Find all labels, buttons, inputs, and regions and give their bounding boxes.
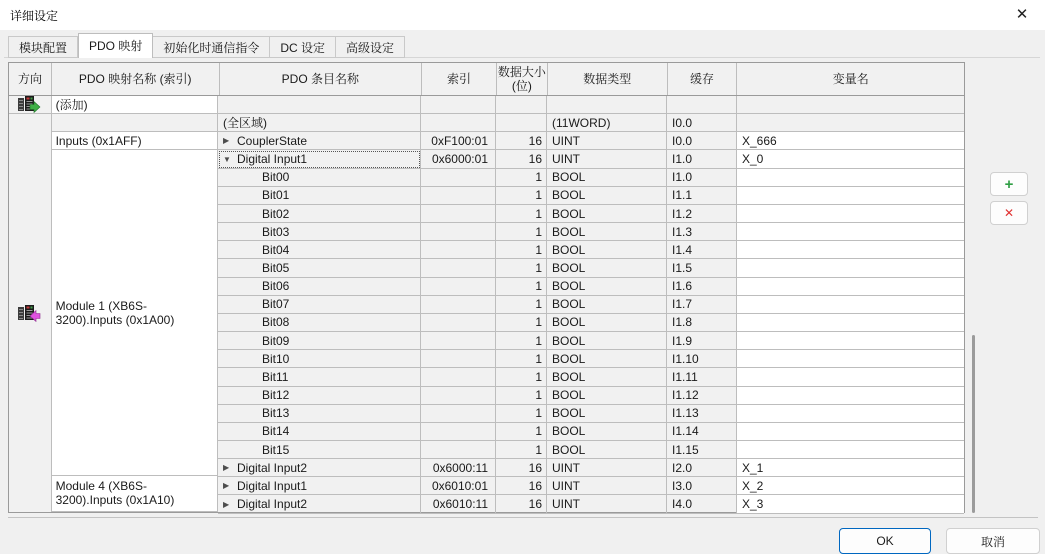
entry-cell[interactable] [218, 132, 421, 150]
data-type-cell: BOOL [547, 223, 667, 241]
data-type-cell: BOOL [547, 241, 667, 259]
table-row [218, 114, 964, 132]
tab-4[interactable]: 高级设定 [336, 36, 405, 58]
data-type-cell: BOOL [547, 169, 667, 187]
data-size-cell: 16 [496, 132, 547, 150]
index-cell [421, 241, 496, 259]
variable-name-cell[interactable] [737, 223, 964, 241]
data-type-cell: UINT [547, 150, 667, 168]
entry-cell[interactable] [218, 477, 421, 495]
header-index: 索引 [422, 63, 497, 95]
table-row [218, 387, 964, 405]
variable-name-cell[interactable] [737, 441, 964, 459]
table-row [218, 150, 964, 168]
entry-cell[interactable] [218, 332, 421, 350]
table-row [218, 441, 964, 459]
data-type-cell: BOOL [547, 205, 667, 223]
index-cell [421, 314, 496, 332]
tab-2[interactable]: 初始化时通信指令 [153, 36, 270, 58]
mapping-cell-2[interactable] [52, 132, 218, 150]
data-type-cell: BOOL [547, 387, 667, 405]
expand-icon[interactable]: ▶ [223, 499, 230, 509]
entry-grid [218, 96, 964, 512]
variable-name-cell[interactable] [737, 296, 964, 314]
variable-name-cell[interactable] [737, 205, 964, 223]
index-cell [421, 278, 496, 296]
data-type-cell: UINT [547, 495, 667, 513]
table-row [218, 350, 964, 368]
variable-name-cell[interactable] [737, 423, 964, 441]
variable-name-cell[interactable]: X_1 [737, 459, 964, 477]
variable-name-cell[interactable] [737, 405, 964, 423]
index-cell [421, 187, 496, 205]
entry-label: Bit07 [262, 297, 290, 312]
table-row [218, 278, 964, 296]
data-size-cell: 1 [496, 296, 547, 314]
buffer-cell: I1.3 [667, 223, 737, 241]
entry-label: Bit12 [262, 388, 290, 403]
buffer-cell: I1.14 [667, 423, 737, 441]
variable-name-cell[interactable] [737, 169, 964, 187]
mapping-cell-label: Module 4 (XB6S-3200).Inputs (0x1A10) [55, 479, 175, 508]
buffer-cell: I1.11 [667, 368, 737, 386]
variable-name-cell[interactable] [737, 368, 964, 386]
table-row [218, 296, 964, 314]
data-size-cell: 1 [496, 205, 547, 223]
data-type-cell: BOOL [547, 423, 667, 441]
variable-name-cell[interactable]: X_2 [737, 477, 964, 495]
buffer-cell: I1.10 [667, 350, 737, 368]
entry-cell[interactable] [218, 350, 421, 368]
add-entry-button[interactable]: + [990, 172, 1028, 196]
mapping-cell-label: (添加) [55, 97, 88, 112]
variable-name-cell[interactable] [737, 314, 964, 332]
entry-label: Bit13 [262, 406, 290, 421]
entry-cell[interactable] [218, 423, 421, 441]
index-cell [421, 223, 496, 241]
entry-cell[interactable] [218, 223, 421, 241]
table-row [218, 96, 964, 114]
entry-cell[interactable] [218, 495, 421, 513]
table-row [218, 132, 964, 150]
header-direction: 方向 [9, 63, 52, 95]
variable-name-cell[interactable] [737, 278, 964, 296]
data-type-cell: UINT [547, 132, 667, 150]
index-cell: 0x6010:11 [421, 495, 496, 513]
mapping-cell-0[interactable] [52, 96, 218, 114]
table-row [218, 259, 964, 277]
data-size-cell: 1 [496, 223, 547, 241]
data-type-cell: BOOL [547, 368, 667, 386]
variable-name-cell[interactable] [737, 332, 964, 350]
entry-label: Bit02 [262, 206, 290, 221]
entry-cell[interactable] [218, 296, 421, 314]
data-size-cell: 1 [496, 332, 547, 350]
table-row [218, 314, 964, 332]
entry-label: Bit14 [262, 424, 290, 439]
index-cell [421, 350, 496, 368]
variable-name-cell[interactable] [737, 187, 964, 205]
index-cell [421, 296, 496, 314]
data-type-cell [547, 96, 667, 114]
module-input-icon [9, 114, 52, 512]
pdo-mapping-table [8, 62, 965, 513]
expand-icon[interactable]: ▶ [223, 463, 230, 473]
buffer-cell: I1.8 [667, 314, 737, 332]
buffer-cell: I1.13 [667, 405, 737, 423]
tab-3[interactable]: DC 设定 [270, 36, 336, 58]
data-type-cell: BOOL [547, 296, 667, 314]
entry-cell[interactable] [218, 169, 421, 187]
data-type-cell: (11WORD) [547, 114, 667, 132]
data-type-cell: BOOL [547, 259, 667, 277]
entry-label: Bit05 [262, 260, 290, 275]
index-cell: 0xF100:01 [421, 132, 496, 150]
index-cell [421, 205, 496, 223]
header-variable-name: 变量名 [737, 63, 964, 95]
mapping-name-column [52, 96, 218, 512]
entry-label: Bit08 [262, 315, 290, 330]
entry-cell[interactable] [218, 459, 421, 477]
buffer-cell: I1.15 [667, 441, 737, 459]
mapping-cell-label: Module 1 (XB6S-3200).Inputs (0x1A00) [55, 298, 175, 327]
tab-bar [8, 36, 405, 58]
entry-label: Bit06 [262, 279, 290, 294]
buffer-cell: I1.1 [667, 187, 737, 205]
data-size-cell: 1 [496, 350, 547, 368]
data-type-cell: BOOL [547, 405, 667, 423]
entry-cell[interactable] [218, 96, 421, 114]
entry-label: Bit03 [262, 224, 290, 239]
expand-icon[interactable]: ▶ [223, 481, 230, 491]
dialog-title: 详细设定 [10, 9, 59, 23]
data-size-cell: 16 [496, 495, 547, 513]
table-row [218, 477, 964, 495]
variable-name-cell[interactable]: X_3 [737, 495, 964, 513]
entry-cell[interactable] [218, 205, 421, 223]
entry-label: Bit00 [262, 170, 290, 185]
data-size-cell [496, 114, 547, 132]
buffer-cell: I1.4 [667, 241, 737, 259]
entry-label: Digital Input1 [237, 152, 308, 167]
variable-name-cell[interactable] [737, 259, 964, 277]
entry-label: Digital Input2 [237, 460, 308, 475]
buffer-cell: I0.0 [667, 132, 737, 150]
table-body [9, 96, 964, 512]
ok-button[interactable]: OK [839, 528, 931, 554]
entry-label: Bit04 [262, 242, 290, 257]
tab-0[interactable]: 模块配置 [8, 36, 78, 58]
table-row [218, 187, 964, 205]
mapping-cell-label: Inputs (0x1AFF) [55, 133, 142, 148]
entry-cell[interactable] [218, 241, 421, 259]
index-cell [421, 387, 496, 405]
table-row [218, 223, 964, 241]
variable-name-cell [737, 114, 964, 132]
data-size-cell: 1 [496, 278, 547, 296]
index-cell [421, 96, 496, 114]
buffer-cell: I3.0 [667, 477, 737, 495]
table-row [218, 205, 964, 223]
data-type-cell: BOOL [547, 350, 667, 368]
buffer-cell: I1.7 [667, 296, 737, 314]
index-cell [421, 368, 496, 386]
index-cell: 0x6010:01 [421, 477, 496, 495]
table-header-row [9, 63, 964, 96]
buffer-cell: I1.9 [667, 332, 737, 350]
table-row [218, 405, 964, 423]
data-type-cell: BOOL [547, 187, 667, 205]
buffer-cell: I1.6 [667, 278, 737, 296]
remove-entry-button[interactable]: ✕ [990, 201, 1028, 225]
index-cell [421, 441, 496, 459]
buffer-cell: I1.0 [667, 169, 737, 187]
direction-column [9, 96, 52, 512]
data-type-cell: UINT [547, 477, 667, 495]
table-row [218, 459, 964, 477]
entry-label: Bit10 [262, 351, 290, 366]
entry-label: CouplerState [237, 133, 308, 148]
entry-label: Bit01 [262, 188, 290, 203]
variable-name-cell[interactable] [737, 241, 964, 259]
header-buffer: 缓存 [668, 63, 738, 95]
data-size-cell: 1 [496, 187, 547, 205]
buffer-cell: I1.0 [667, 150, 737, 168]
entry-cell[interactable] [218, 187, 421, 205]
vertical-scrollbar-thumb[interactable] [972, 335, 975, 513]
entry-cell[interactable] [218, 368, 421, 386]
buffer-cell: I0.0 [667, 114, 737, 132]
data-size-cell: 1 [496, 169, 547, 187]
mapping-cell-1 [52, 114, 218, 132]
entry-label: (全区域) [223, 116, 267, 131]
data-size-cell: 16 [496, 150, 547, 168]
data-size-cell: 16 [496, 477, 547, 495]
table-row [218, 368, 964, 386]
module-add-icon [9, 96, 52, 114]
entry-cell[interactable] [218, 387, 421, 405]
data-size-cell: 1 [496, 405, 547, 423]
buffer-cell: I4.0 [667, 495, 737, 513]
entry-label: Bit11 [262, 369, 289, 384]
variable-name-cell[interactable] [737, 350, 964, 368]
buffer-cell: I1.12 [667, 387, 737, 405]
data-type-cell: BOOL [547, 314, 667, 332]
data-size-cell: 1 [496, 314, 547, 332]
table-row [218, 495, 964, 513]
index-cell [421, 423, 496, 441]
data-size-cell: 1 [496, 423, 547, 441]
index-cell [421, 259, 496, 277]
data-size-cell: 1 [496, 259, 547, 277]
buffer-cell: I1.5 [667, 259, 737, 277]
buffer-cell: I1.2 [667, 205, 737, 223]
footer-separator [8, 517, 1038, 518]
variable-name-cell [737, 96, 964, 114]
mapping-cell-4[interactable] [52, 476, 218, 512]
data-type-cell: BOOL [547, 441, 667, 459]
data-size-cell: 1 [496, 441, 547, 459]
entry-cell[interactable] [218, 259, 421, 277]
index-cell [421, 114, 496, 132]
data-size-cell: 16 [496, 459, 547, 477]
entry-cell[interactable] [218, 150, 421, 168]
entry-cell[interactable] [218, 441, 421, 459]
entry-cell[interactable] [218, 314, 421, 332]
cancel-button[interactable]: 取消 [946, 528, 1040, 554]
entry-label: Bit15 [262, 442, 290, 457]
data-size-cell: 1 [496, 241, 547, 259]
entry-label: Digital Input1 [237, 478, 308, 493]
entry-label: Bit09 [262, 333, 290, 348]
table-row [218, 423, 964, 441]
expand-icon[interactable]: ▶ [223, 136, 230, 146]
entry-cell[interactable] [218, 278, 421, 296]
index-cell [421, 332, 496, 350]
data-type-cell: BOOL [547, 332, 667, 350]
index-cell [421, 169, 496, 187]
header-data-size: 数据大小 (位) [497, 65, 546, 93]
table-row [218, 241, 964, 259]
entry-cell[interactable] [218, 405, 421, 423]
data-type-cell: BOOL [547, 278, 667, 296]
mapping-cell-3[interactable] [52, 150, 218, 476]
entry-cell[interactable] [218, 114, 421, 132]
table-row [218, 332, 964, 350]
data-type-cell: UINT [547, 459, 667, 477]
buffer-cell [667, 96, 737, 114]
variable-name-cell[interactable] [737, 387, 964, 405]
tab-1[interactable]: PDO 映射 [78, 33, 153, 58]
entry-label: Digital Input2 [237, 497, 308, 512]
data-size-cell: 1 [496, 387, 547, 405]
data-size-cell: 1 [496, 368, 547, 386]
data-size-cell [496, 96, 547, 114]
collapse-icon[interactable]: ▼ [223, 154, 231, 164]
variable-name-cell[interactable]: X_0 [737, 150, 964, 168]
header-mapping-name: PDO 映射名称 (索引) [52, 63, 220, 95]
index-cell [421, 405, 496, 423]
header-data-type: 数据类型 [548, 63, 668, 95]
table-row [218, 169, 964, 187]
variable-name-cell[interactable]: X_666 [737, 132, 964, 150]
dialog-titlebar [0, 0, 1045, 30]
buffer-cell: I2.0 [667, 459, 737, 477]
close-icon[interactable]: ✕ [1015, 6, 1029, 23]
header-entry-name: PDO 条目名称 [220, 63, 423, 95]
index-cell: 0x6000:11 [421, 459, 496, 477]
index-cell: 0x6000:01 [421, 150, 496, 168]
